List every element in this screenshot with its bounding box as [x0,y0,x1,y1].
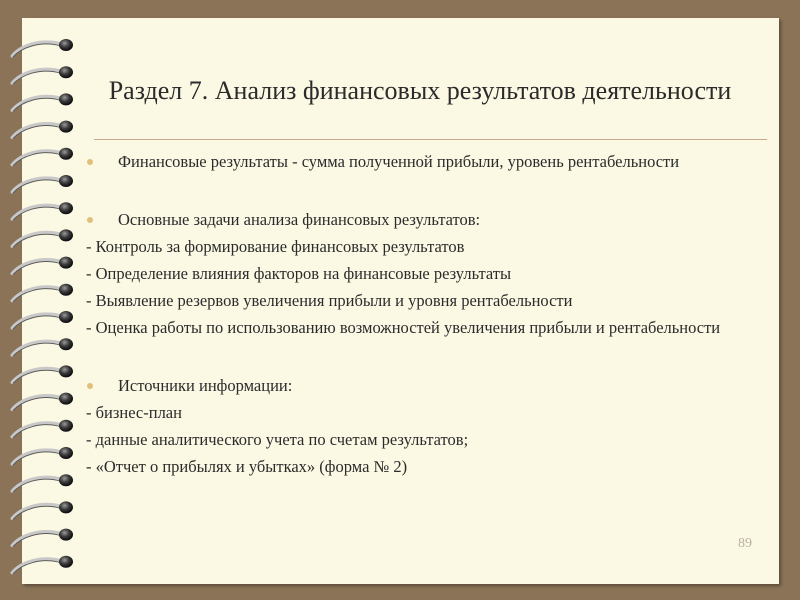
binding-hole [59,202,73,214]
binding-hole [59,93,73,105]
binding-hole [59,474,73,486]
spiral-wire-shadow [13,234,61,247]
spiral-wire-shadow [13,98,61,111]
spiral-wire-shadow [13,153,61,166]
bullet-dot-icon [87,383,93,389]
bullet-dot-icon [87,159,93,165]
list-item: - данные аналитического учета по счетам результатов; [86,430,469,449]
bullet-information-sources [86,374,758,398]
binding-hole [59,284,73,296]
slide-content [86,150,758,479]
spiral-wire-shadow [13,398,61,411]
spiral-wire-shadow [13,370,61,383]
spiral-wire-shadow [13,534,61,547]
spiral-wire-shadow [13,44,61,57]
list-item: - Оценка работы по использованию возможностей увеличения прибыли и рентабельности [86,318,721,337]
bullet-dot-icon [87,217,93,223]
title-divider [94,139,767,140]
binding-hole [59,501,73,513]
spiral-wire-shadow [13,316,61,329]
binding-hole [59,393,73,405]
binding-hole [59,365,73,377]
slide-title: Раздел 7. Анализ финансовых результатов деятельности [108,76,732,105]
page-number: 89 [738,536,752,551]
binding-hole [59,148,73,160]
spiral-wire-shadow [13,452,61,465]
spiral-wire-shadow [13,126,61,139]
spiral-wire-shadow [13,71,61,84]
spiral-wire-shadow [13,506,61,519]
binding-hole [59,175,73,187]
spiral-wire-shadow [13,425,61,438]
binding-hole [59,447,73,459]
binding-hole [59,229,73,241]
binding-hole [59,338,73,350]
spiral-wire-shadow [13,262,61,275]
spiral-binding-icon [4,22,84,582]
binding-hole [59,311,73,323]
bullet-financial-results [86,150,758,174]
spiral-wire-shadow [13,479,61,492]
list-item: - «Отчет о прибылях и убытках» (форма № 2) [86,457,408,476]
bullet-main-tasks [86,208,758,232]
spiral-wire-shadow [13,343,61,356]
spiral-wire-shadow [13,289,61,302]
binding-hole [59,39,73,51]
bullet-text: Источники информации: [118,376,293,395]
list-item: - Определение влияния факторов на финансовые результаты [86,264,512,283]
spiral-wire-shadow [13,207,61,220]
binding-hole [59,556,73,568]
binding-hole [59,257,73,269]
list-item: - Контроль за формирование финансовых результатов [86,237,465,256]
binding-hole [59,420,73,432]
bullet-text: Основные задачи анализа финансовых результатов: [118,210,481,229]
bullet-text: Финансовые результаты - сумма полученной прибыли, уровень рентабельности [118,152,680,171]
binding-hole [59,529,73,541]
list-item: - Выявление резервов увеличения прибыли и уровня рентабельности [86,291,573,310]
binding-hole [59,121,73,133]
list-item: - бизнес-план [86,403,182,422]
binding-hole [59,66,73,78]
spiral-wire-shadow [13,180,61,193]
spiral-wire-shadow [13,561,61,574]
